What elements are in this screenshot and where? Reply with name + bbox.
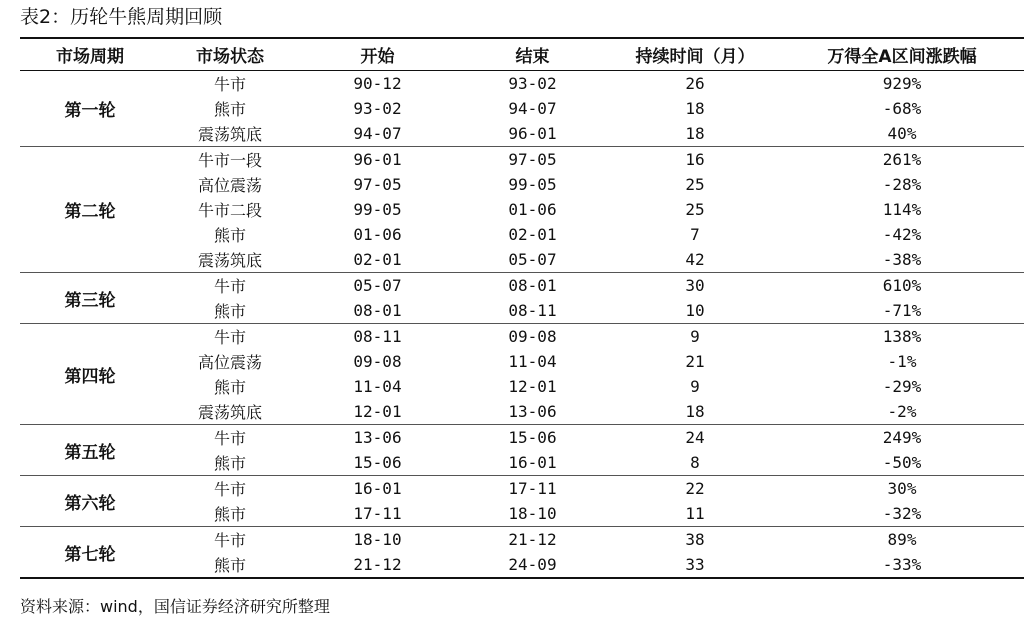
cell-state: 熊市: [213, 302, 246, 321]
table-row: [160, 222, 1024, 247]
cell-state: 牛市: [213, 277, 246, 296]
cycle-rows: [160, 71, 1024, 146]
header-cycle: 市场周期: [56, 47, 124, 67]
cell-start: 13-06: [353, 428, 402, 447]
cycle-group: [20, 273, 1024, 324]
cell-duration: 9: [690, 327, 700, 346]
cell-state: 牛市: [213, 328, 246, 347]
cycle-rows: [160, 425, 1024, 475]
table-row: [160, 527, 1024, 552]
cycle-name: 第三轮: [64, 290, 116, 311]
table-row: [160, 172, 1024, 197]
cell-end: 93-02: [508, 74, 557, 93]
cell-end: 94-07: [508, 99, 557, 118]
cell-change: -42%: [882, 225, 922, 244]
cycle-rows: [160, 147, 1024, 272]
cycle-group: [20, 147, 1024, 273]
cell-start: 01-06: [353, 225, 402, 244]
cell-duration: 11: [685, 504, 705, 523]
cell-state: 熊市: [213, 505, 246, 524]
cell-change: -2%: [887, 402, 917, 421]
cell-end: 12-01: [508, 377, 557, 396]
table-row: [160, 324, 1024, 349]
cell-duration: 26: [685, 74, 705, 93]
table-row: [160, 298, 1024, 323]
header-state: 市场状态: [196, 47, 264, 67]
cell-change: -71%: [882, 301, 922, 320]
cell-start: 93-02: [353, 99, 402, 118]
table-row: [160, 399, 1024, 424]
cell-duration: 16: [685, 150, 705, 169]
cell-duration: 33: [685, 555, 705, 574]
source-note: 资料来源：wind，国信证券经济研究所整理: [20, 597, 330, 616]
table-row: [160, 197, 1024, 222]
cell-duration: 22: [685, 479, 705, 498]
cell-state: 熊市: [213, 100, 246, 119]
cell-end: 97-05: [508, 150, 557, 169]
cycle-rows: [160, 476, 1024, 526]
cell-state: 高位震荡: [197, 353, 262, 372]
cycle-name: 第二轮: [64, 202, 116, 222]
header-change: 万得全A区间涨跌幅: [827, 47, 977, 67]
cell-end: 01-06: [508, 200, 557, 219]
cell-start: 12-01: [353, 402, 402, 421]
table-row: [160, 425, 1024, 450]
cell-start: 09-08: [353, 352, 402, 371]
table-row: [160, 96, 1024, 121]
cell-end: 15-06: [508, 428, 557, 447]
cell-end: 11-04: [508, 352, 557, 371]
cell-state: 牛市: [213, 75, 246, 94]
cell-start: 96-01: [353, 150, 402, 169]
cell-duration: 42: [685, 250, 705, 269]
header-end: 结束: [515, 47, 550, 67]
cell-change: 261%: [882, 150, 922, 169]
cell-duration: 25: [685, 175, 705, 194]
table-row: [160, 71, 1024, 96]
cell-end: 96-01: [508, 124, 557, 143]
cell-start: 18-10: [353, 530, 402, 549]
cell-duration: 10: [685, 301, 705, 320]
cell-end: 17-11: [508, 479, 557, 498]
cell-change: -28%: [882, 175, 922, 194]
cell-end: 24-09: [508, 555, 557, 574]
cell-change: -38%: [882, 250, 922, 269]
cell-duration: 18: [685, 124, 705, 143]
table-caption: 表2：历轮牛熊周期回顾: [20, 6, 223, 28]
cell-change: -29%: [882, 377, 922, 396]
cell-duration: 7: [690, 225, 700, 244]
cell-duration: 8: [690, 453, 700, 472]
cell-end: 08-11: [508, 301, 557, 320]
cell-start: 08-01: [353, 301, 402, 320]
cell-change: 929%: [882, 74, 922, 93]
cell-change: -50%: [882, 453, 922, 472]
header-duration: 持续时间（月）: [635, 47, 755, 67]
cell-start: 05-07: [353, 276, 402, 295]
cell-state: 熊市: [213, 226, 246, 245]
table-row: [160, 147, 1024, 172]
cell-duration: 25: [685, 200, 705, 219]
cycle-group: [20, 527, 1024, 577]
table-row: [160, 476, 1024, 501]
cell-change: 89%: [887, 530, 917, 549]
cell-duration: 18: [685, 99, 705, 118]
cell-change: 249%: [882, 428, 922, 447]
cell-start: 02-01: [353, 250, 402, 269]
cell-end: 16-01: [508, 453, 557, 472]
cell-duration: 24: [685, 428, 705, 447]
cycle-name: 第六轮: [64, 493, 116, 514]
cell-start: 08-11: [353, 327, 402, 346]
cell-state: 震荡筑底: [197, 403, 262, 422]
cell-state: 牛市一段: [197, 151, 262, 170]
table-header: [20, 39, 1024, 70]
table-row: [160, 501, 1024, 526]
cycle-group: [20, 71, 1024, 147]
cell-state: 震荡筑底: [197, 125, 262, 144]
cycle-table: [20, 37, 1024, 579]
cell-start: 15-06: [353, 453, 402, 472]
table-row: [160, 450, 1024, 475]
cell-end: 09-08: [508, 327, 557, 346]
cycle-name: 第一轮: [64, 101, 116, 121]
cell-end: 13-06: [508, 402, 557, 421]
cell-end: 18-10: [508, 504, 557, 523]
cell-state: 牛市: [213, 429, 246, 448]
cell-duration: 21: [685, 352, 705, 371]
table-row: [160, 121, 1024, 146]
cell-state: 熊市: [213, 556, 246, 575]
cell-end: 99-05: [508, 175, 557, 194]
cell-duration: 38: [685, 530, 705, 549]
bottom-rule: [20, 577, 1024, 579]
cell-change: -1%: [887, 352, 917, 371]
cell-end: 05-07: [508, 250, 557, 269]
header-start: 开始: [360, 47, 395, 67]
cell-state: 牛市: [213, 480, 246, 499]
cell-duration: 18: [685, 402, 705, 421]
cell-change: 138%: [882, 327, 922, 346]
cell-state: 高位震荡: [197, 176, 262, 195]
cycle-rows: [160, 324, 1024, 424]
cycle-name: 第四轮: [64, 366, 116, 387]
cell-change: 40%: [887, 124, 917, 143]
cell-start: 11-04: [353, 377, 402, 396]
table-row: [160, 349, 1024, 374]
cell-change: -33%: [882, 555, 922, 574]
cell-state: 熊市: [213, 378, 246, 397]
cell-state: 熊市: [213, 454, 246, 473]
cell-start: 94-07: [353, 124, 402, 143]
cell-change: 114%: [882, 200, 922, 219]
cell-start: 90-12: [353, 74, 402, 93]
cell-start: 97-05: [353, 175, 402, 194]
cell-start: 21-12: [353, 555, 402, 574]
cell-state: 震荡筑底: [197, 251, 262, 270]
cell-start: 17-11: [353, 504, 402, 523]
cell-change: -32%: [882, 504, 922, 523]
cycle-group: [20, 476, 1024, 527]
cell-start: 99-05: [353, 200, 402, 219]
cell-change: 30%: [887, 479, 917, 498]
table-body: [20, 71, 1024, 577]
cycle-group: [20, 324, 1024, 425]
table-row: [160, 552, 1024, 577]
cell-start: 16-01: [353, 479, 402, 498]
cell-end: 08-01: [508, 276, 557, 295]
cycle-name: 第五轮: [64, 442, 116, 463]
cell-duration: 9: [690, 377, 700, 396]
cycle-name: 第七轮: [64, 544, 116, 565]
cycle-rows: [160, 273, 1024, 323]
cycle-group: [20, 425, 1024, 476]
table-row: [160, 247, 1024, 272]
cell-change: -68%: [882, 99, 922, 118]
cell-state: 牛市二段: [197, 201, 262, 220]
table-row: [160, 273, 1024, 298]
cell-duration: 30: [685, 276, 705, 295]
cell-change: 610%: [882, 276, 922, 295]
cell-end: 21-12: [508, 530, 557, 549]
table-row: [160, 374, 1024, 399]
cycle-rows: [160, 527, 1024, 577]
cell-end: 02-01: [508, 225, 557, 244]
cell-state: 牛市: [213, 531, 246, 550]
